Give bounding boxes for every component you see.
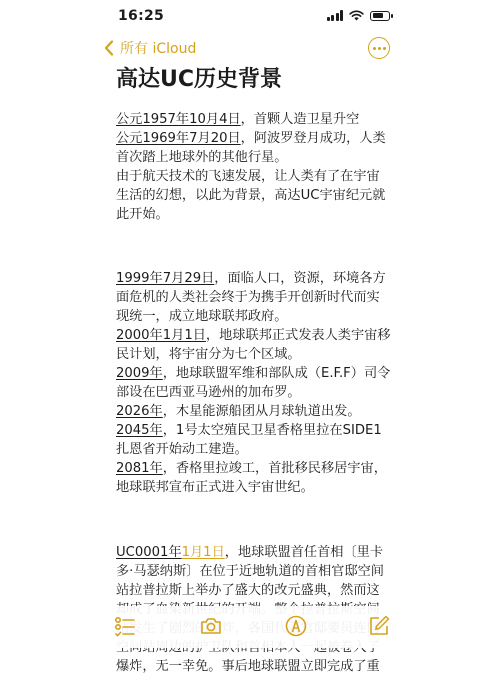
wifi-icon [349,10,364,21]
note-paragraph [116,110,392,129]
paragraph-text: 由于航天技术的飞速发展，让人类有了在宇宙生活的幻想，以此为背景，高达UC宇宙纪元就此开始。 [116,169,386,222]
paragraph-text: ，1号太空殖民卫星香格里拉在SIDE1扎恩省开始动工建造。 [116,423,382,458]
paragraph-text: ，香格里拉竣工，首批移民移居宇宙，地球联邦宣布正式进入宇宙世纪。 [116,461,387,496]
date-link[interactable]: 1999年7月29日 [116,271,215,287]
blank-line [116,237,392,256]
date-link[interactable]: 2081年 [116,461,163,477]
note-paragraph [116,402,392,421]
checklist-icon[interactable] [113,614,137,638]
note-paragraph [116,421,392,459]
paragraph-text: ，地球联邦正式发表人类宇宙移民计划，将宇宙分为七个区域。 [116,328,391,363]
date-link[interactable]: 2045年 [116,423,163,439]
date-link[interactable]: 公元1957年10月4日 [116,112,241,127]
note-paragraph [116,129,392,167]
status-time: 16:25 [118,8,165,24]
status-bar [0,0,500,34]
date-link[interactable]: 2000年1月1日 [116,328,206,344]
camera-icon[interactable] [199,614,223,638]
note-paragraph [116,364,392,402]
date-link[interactable]: 2009年 [116,366,163,382]
back-label: 所有 iCloud [120,41,197,57]
paragraph-text: ，阿波罗登月成功，人类首次踏上地球外的其他行星。 [116,131,386,165]
markup-pen-icon[interactable] [284,614,308,638]
paragraph-text: ，面临人口，资源，环境各方面危机的人类社会终于为携手开创新时代而实现统一，成立地球联邦政府。 [116,271,386,325]
compose-icon[interactable] [367,614,391,638]
paragraph-text: ，首颗人造卫星升空 [240,112,360,127]
paragraph-text: ，地球联盟首任首相〔里卡多·马瑟纳斯〕在位于近地轨道的首相官邸空间站拉普拉斯上举办了盛大的改元盛典，然而这 爆炸，无一幸免。事后地球联盟立即完成了重 [116,544,384,674]
battery-icon [370,11,390,21]
note-paragraph [116,167,392,224]
date-link[interactable]: 1月1日 [181,544,225,560]
chevron-left-icon [104,40,114,56]
nav-bar [0,34,500,64]
blank-line [116,511,392,530]
date-link[interactable]: 公元1969年7月20日 [116,131,241,146]
status-icons [327,10,391,21]
note-paragraph [116,269,392,326]
date-link[interactable]: 2026年 [116,404,163,420]
paragraph-text: ，木星能源船团从月球轨道出发。 [162,404,361,420]
note-paragraph [116,459,392,497]
bottom-toolbar [0,606,500,648]
date-link[interactable]: UC0001年 [116,544,182,560]
signal-icon [327,10,344,21]
note-body[interactable] [116,110,392,676]
more-options-button[interactable] [368,37,390,59]
paragraph-text: ，地球联盟军维和部队成（E.F.F）司令部设在巴西亚马逊州的加布罗。 [116,366,391,401]
note-title: 高达UC历史背景 [116,67,283,92]
ellipsis-circle-icon [373,47,376,50]
back-button[interactable] [104,38,196,58]
note-paragraph [116,326,392,364]
